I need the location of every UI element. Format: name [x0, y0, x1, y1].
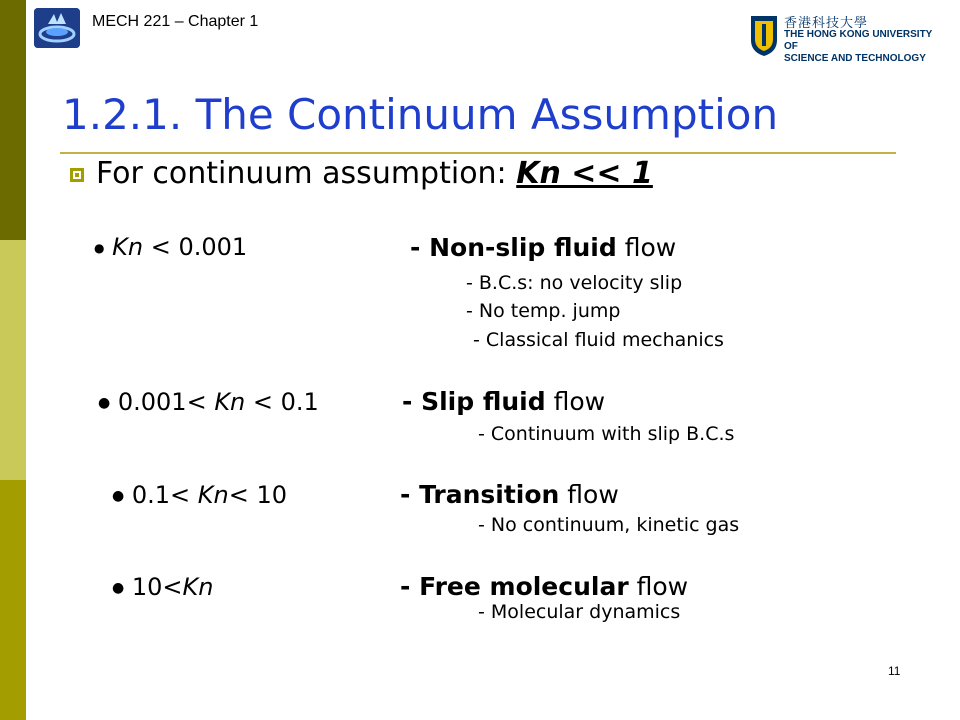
- title-divider: [60, 152, 896, 154]
- desc-pre: -: [400, 480, 420, 509]
- cond-var: Kn: [182, 573, 214, 601]
- desc-post: flow: [616, 233, 677, 262]
- desc-bold: Non-slip fluid: [429, 233, 617, 262]
- side-stripe-middle: [0, 240, 26, 480]
- regime-description: [400, 480, 619, 509]
- desc-bold: Free molecular: [419, 572, 629, 601]
- cond-pre: 0.1<: [131, 481, 198, 509]
- regime-detail: - B.C.s: no velocity slip: [466, 272, 683, 294]
- hkust-name-line1: THE HONG KONG UNIVERSITY OF: [784, 29, 933, 52]
- cond-var: Kn: [197, 481, 229, 509]
- cond-post: < 0.001: [143, 233, 248, 261]
- cond-post: < 0.1: [245, 388, 319, 416]
- cond-pre: 10<: [131, 573, 183, 601]
- desc-post: flow: [545, 387, 606, 416]
- slide-title: 1.2.1. The Continuum Assumption: [62, 90, 779, 139]
- hkust-name-line2: SCIENCE AND TECHNOLOGY: [784, 53, 926, 64]
- bullet-dot: ●: [112, 580, 125, 596]
- main-point-kn: Kn << 1: [516, 156, 653, 191]
- hkust-english-name: [784, 29, 948, 65]
- regime-description: [402, 387, 605, 416]
- bullet-dot: ●: [112, 488, 125, 504]
- regime-detail: - Molecular dynamics: [478, 601, 681, 623]
- regime-condition: [94, 233, 247, 261]
- side-stripe-bottom: [0, 480, 26, 720]
- cond-var: Kn: [112, 233, 144, 261]
- regime-description: [410, 233, 676, 262]
- bullet-dot: ●: [98, 395, 111, 411]
- regime-detail: - No continuum, kinetic gas: [478, 514, 740, 536]
- side-stripe-top: [0, 0, 26, 240]
- regime-description: [400, 572, 688, 601]
- square-bullet-icon: [70, 168, 84, 182]
- main-point-prefix: For continuum assumption:: [96, 156, 517, 191]
- page-number: 11: [888, 664, 901, 678]
- regime-detail: - Classical fluid mechanics: [473, 329, 724, 351]
- regime-detail: - Continuum with slip B.C.s: [478, 423, 735, 445]
- main-point: [96, 156, 653, 191]
- regime-condition: [98, 388, 319, 416]
- regime-detail: - No temp. jump: [466, 300, 621, 322]
- hkust-logo: [748, 12, 948, 64]
- desc-pre: -: [400, 572, 420, 601]
- desc-post: flow: [559, 480, 619, 509]
- desc-pre: -: [402, 387, 422, 416]
- bullet-dot: ●: [94, 241, 105, 255]
- hkust-crest-logo: [748, 12, 780, 58]
- desc-bold: Transition: [419, 480, 560, 509]
- desc-pre: -: [410, 233, 430, 262]
- course-label: MECH 221 – Chapter 1: [92, 13, 259, 30]
- cond-pre: 0.001<: [117, 388, 215, 416]
- mech-dept-logo: [34, 8, 80, 48]
- desc-post: flow: [628, 572, 689, 601]
- desc-bold: Slip fluid: [421, 387, 546, 416]
- regime-condition: [112, 573, 213, 601]
- cond-post: < 10: [228, 481, 287, 509]
- hkust-chinese-name: 香港科技大學: [784, 16, 869, 31]
- regime-condition: [112, 481, 287, 509]
- cond-var: Kn: [214, 388, 246, 416]
